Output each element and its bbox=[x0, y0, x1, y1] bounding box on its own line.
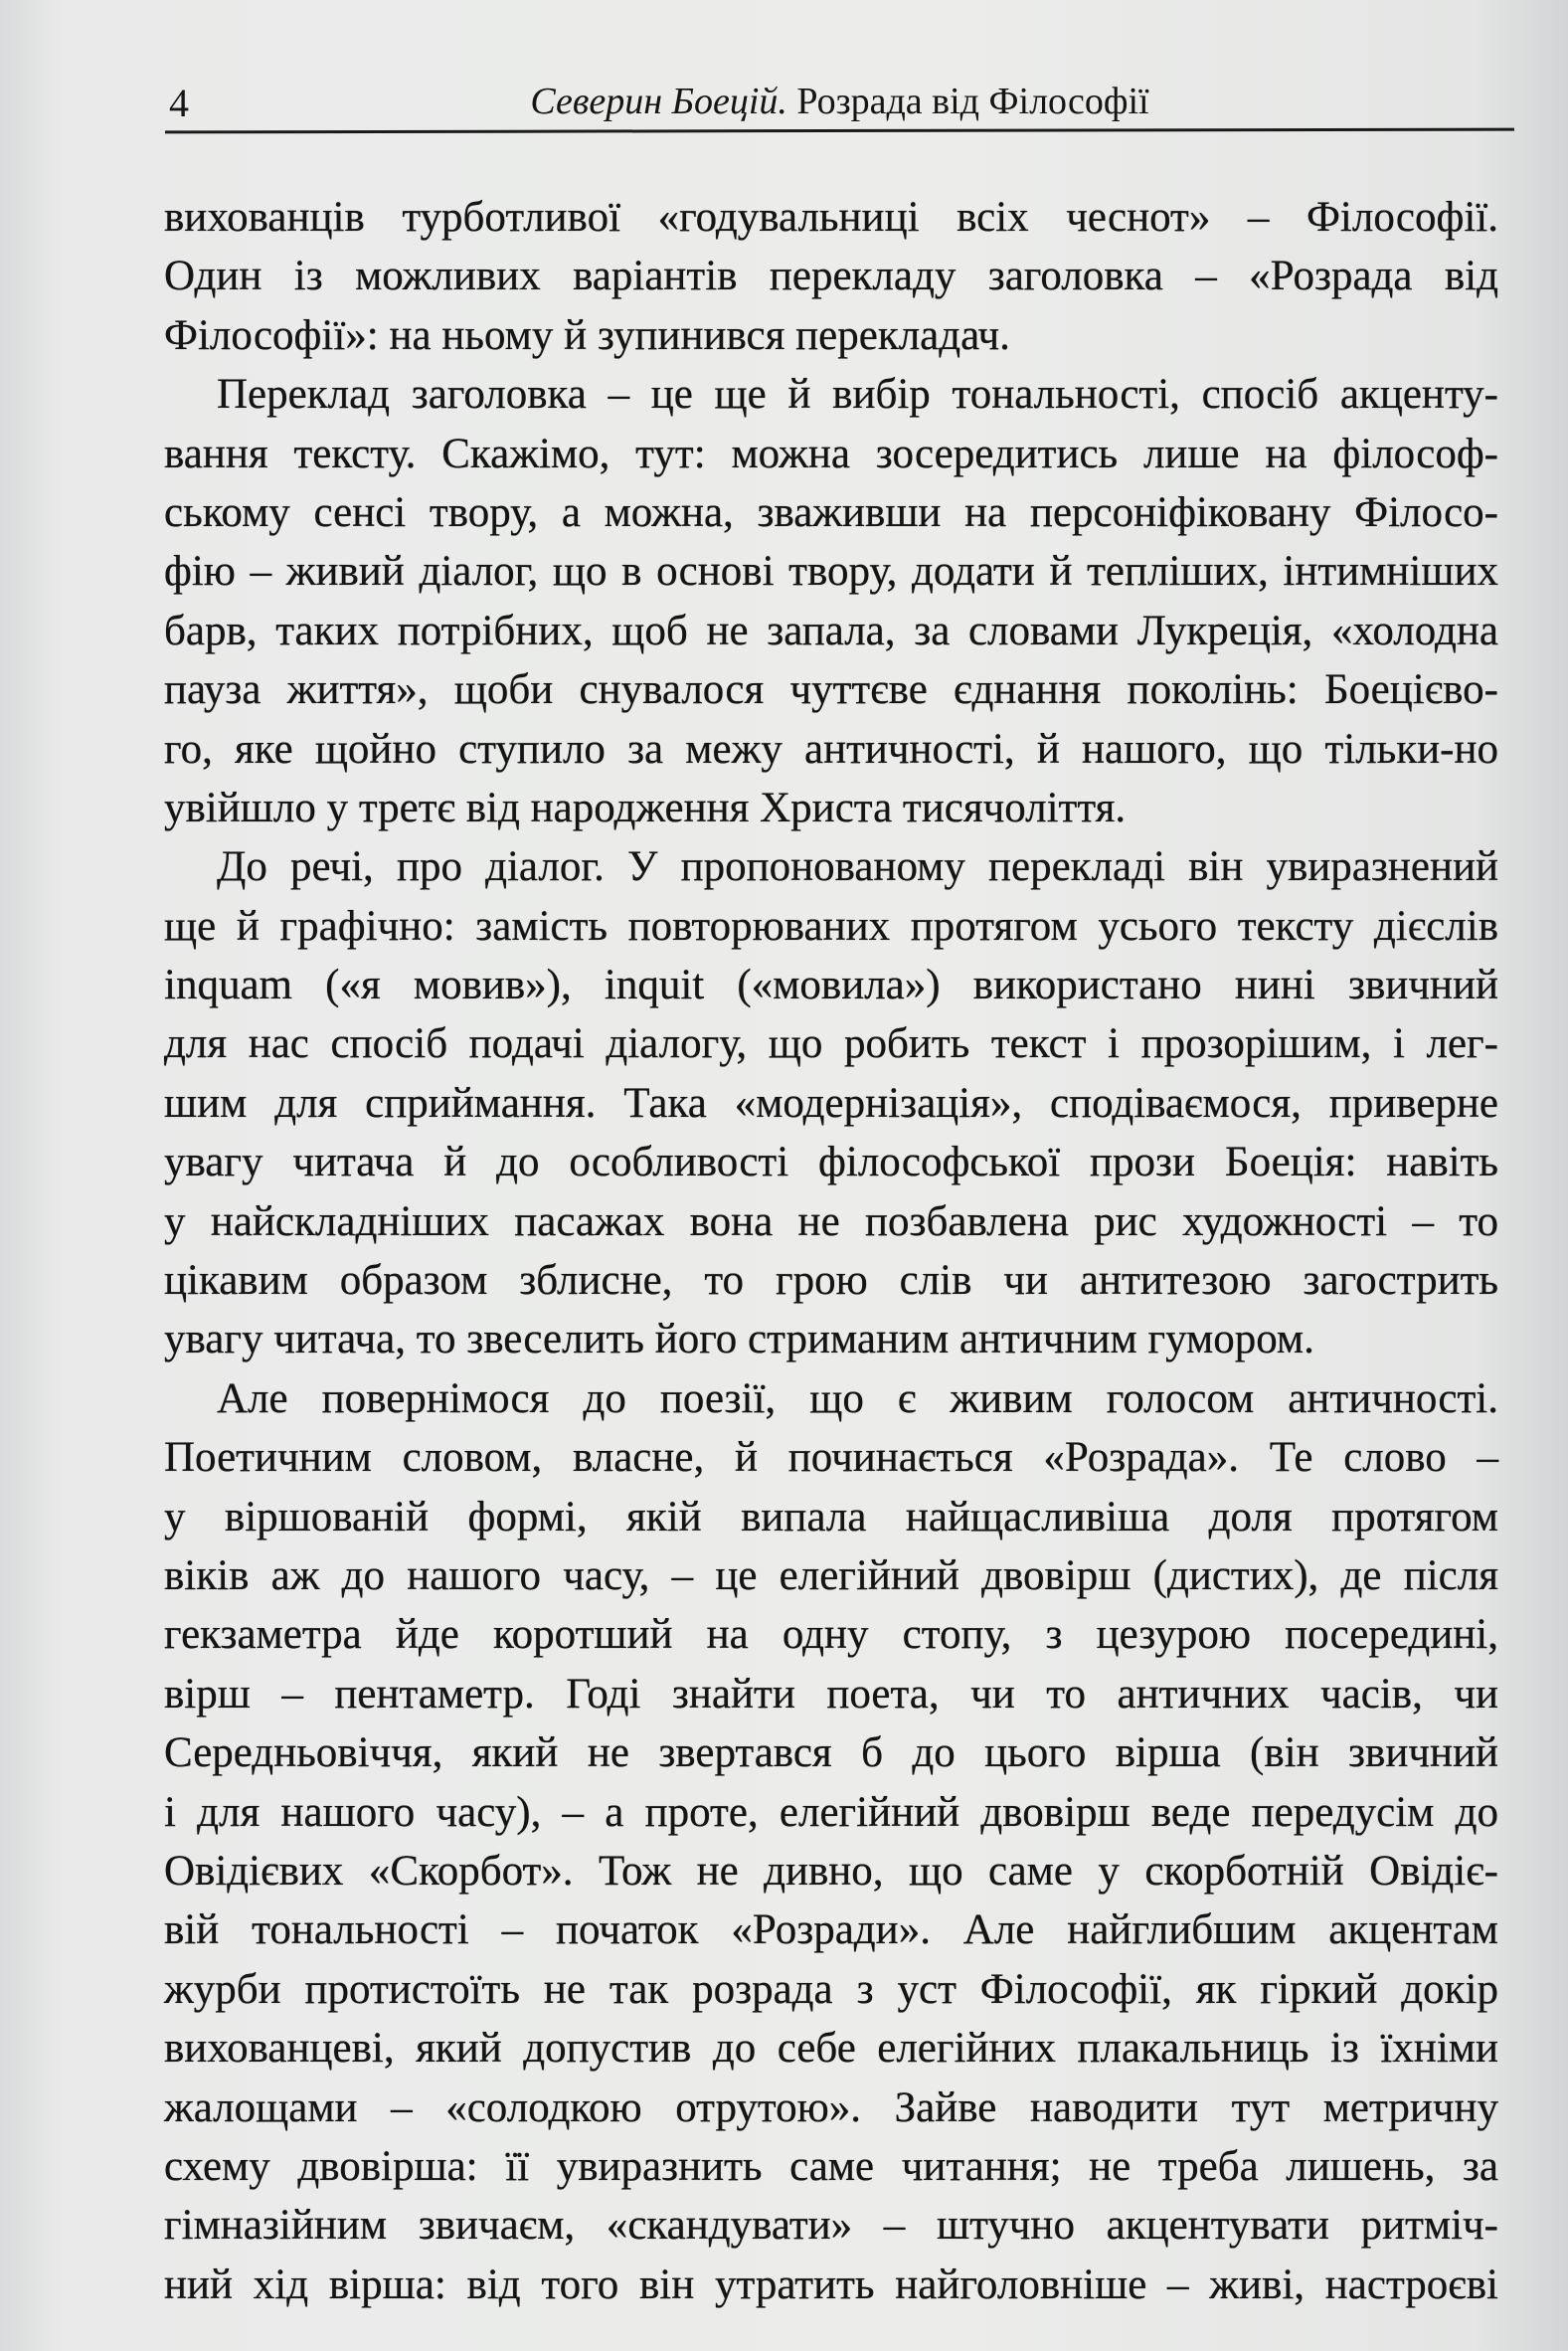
running-header bbox=[165, 78, 1514, 127]
text-line: вихованцеві, який допустив до себе елегійних плакальниць із їхніми bbox=[164, 2025, 1498, 2073]
running-title-author: Северин Боецій. bbox=[530, 81, 787, 122]
text-line: схему двовірша: її увиразнить саме читання; не треба лишень, за bbox=[164, 2142, 1498, 2190]
text-line: увійшло у третє від народження Христа тисячоліття. bbox=[164, 784, 1127, 831]
text-line: вихованців турботливої «годувальниці всіх чеснот» – Філософії. bbox=[164, 194, 1498, 241]
text-line: вання тексту. Скажімо, тут: можна зосередитись лише на філософ- bbox=[164, 430, 1498, 477]
text-line: Поетичним словом, власне, й починається «Розрада». Те слово – bbox=[164, 1434, 1498, 1482]
text-line: і для нашого часу), – а проте, елегійний двовірш веде передусім до bbox=[164, 1788, 1498, 1836]
text-line: гекзаметра йде коротший на одну стопу, з цезурою посередині, bbox=[164, 1611, 1498, 1659]
text-line: ському сенсі твору, а можна, зваживши на персоніфіковану Філосо- bbox=[164, 488, 1498, 536]
text-line: гімназійним звичаєм, «скандувати» – штучно акцентувати ритміч- bbox=[164, 2202, 1498, 2250]
text-line: ний хід вірша: від того він утратить найголовніше – живі, настроєві bbox=[164, 2261, 1498, 2308]
text-line: віків аж до нашого часу, – це елегійний двовірш (дистих), де після bbox=[164, 1551, 1498, 1599]
text-line: Середньовіччя, який не звертався б до цього вірша (він звичний bbox=[164, 1729, 1498, 1777]
text-line: ще й графічно: замість повторюваних протягом усього тексту дієслів bbox=[164, 902, 1498, 950]
text-line: у віршованій формі, якій випала найщасливіша доля протягом bbox=[164, 1493, 1498, 1540]
text-line: журби протистоїть не так розрада з уст Філософії, як гіркий докір bbox=[164, 1965, 1498, 2013]
text-line: вій тональності – початок «Розради». Але найглибшим акцентам bbox=[164, 1906, 1498, 1954]
text-line: шим для сприймання. Така «модернізація», сподіваємося, приверне bbox=[164, 1079, 1498, 1127]
text-line: увагу читача й до особливості філософської прози Боеція: навіть bbox=[164, 1139, 1498, 1186]
text-line: Переклад заголовка – це ще й вибір тональності, спосіб акценту- bbox=[217, 371, 1498, 419]
text-line: Овідієвих «Скорбот». Тож не дивно, що саме у скорботній Овідіє- bbox=[164, 1847, 1498, 1895]
text-line: го, яке щойно ступило за межу античності, й нашого, що тільки-но bbox=[164, 725, 1498, 773]
text-line: жалощами – «солодкою отрутою». Зайве наводити тут метричну bbox=[164, 2083, 1498, 2131]
text-line: у найскладніших пасажах вона не позбавлена рис художності – то bbox=[164, 1197, 1498, 1245]
text-line: Один із можливих варіантів перекладу заголовка – «Розрада від bbox=[164, 253, 1498, 300]
text-line: пауза життя», щоби снувалося чуттєве єднання поколінь: Боецієво- bbox=[164, 666, 1498, 714]
text-line: барв, таких потрібних, щоб не запала, за словами Лукреція, «холодна bbox=[164, 607, 1498, 654]
text-line: цікавим образом зблисне, то грою слів чи антитезою загострить bbox=[164, 1257, 1498, 1305]
text-line: для нас спосіб подачі діалогу, що робить текст і прозорішим, і лег- bbox=[164, 1020, 1498, 1068]
text-line: До речі, про діалог. У пропонованому перекладі він увиразнений bbox=[217, 843, 1498, 891]
body-text bbox=[164, 188, 1498, 2314]
running-title bbox=[165, 80, 1514, 123]
text-line: Але повернімося до поезії, що є живим голосом античності. bbox=[217, 1374, 1498, 1422]
text-line: фію – живий діалог, що в основі твору, додати й тепліших, інтимніших bbox=[164, 548, 1498, 596]
page-number: 4 bbox=[169, 81, 189, 125]
text-line: вірш – пентаметр. Годі знайти поета, чи то античних часів, чи bbox=[164, 1670, 1498, 1718]
running-title-book: Розрада від Філософії bbox=[796, 81, 1149, 122]
text-line: inquam («я мовив»), inquit («мовила») використано нині звичний bbox=[164, 962, 1498, 1009]
text-line: увагу читача, то звеселить його стриманим античним гумором. bbox=[164, 1316, 1314, 1363]
header-rule bbox=[165, 128, 1514, 134]
text-line: Філософії»: на ньому й зупинився перекладач. bbox=[164, 311, 1010, 359]
